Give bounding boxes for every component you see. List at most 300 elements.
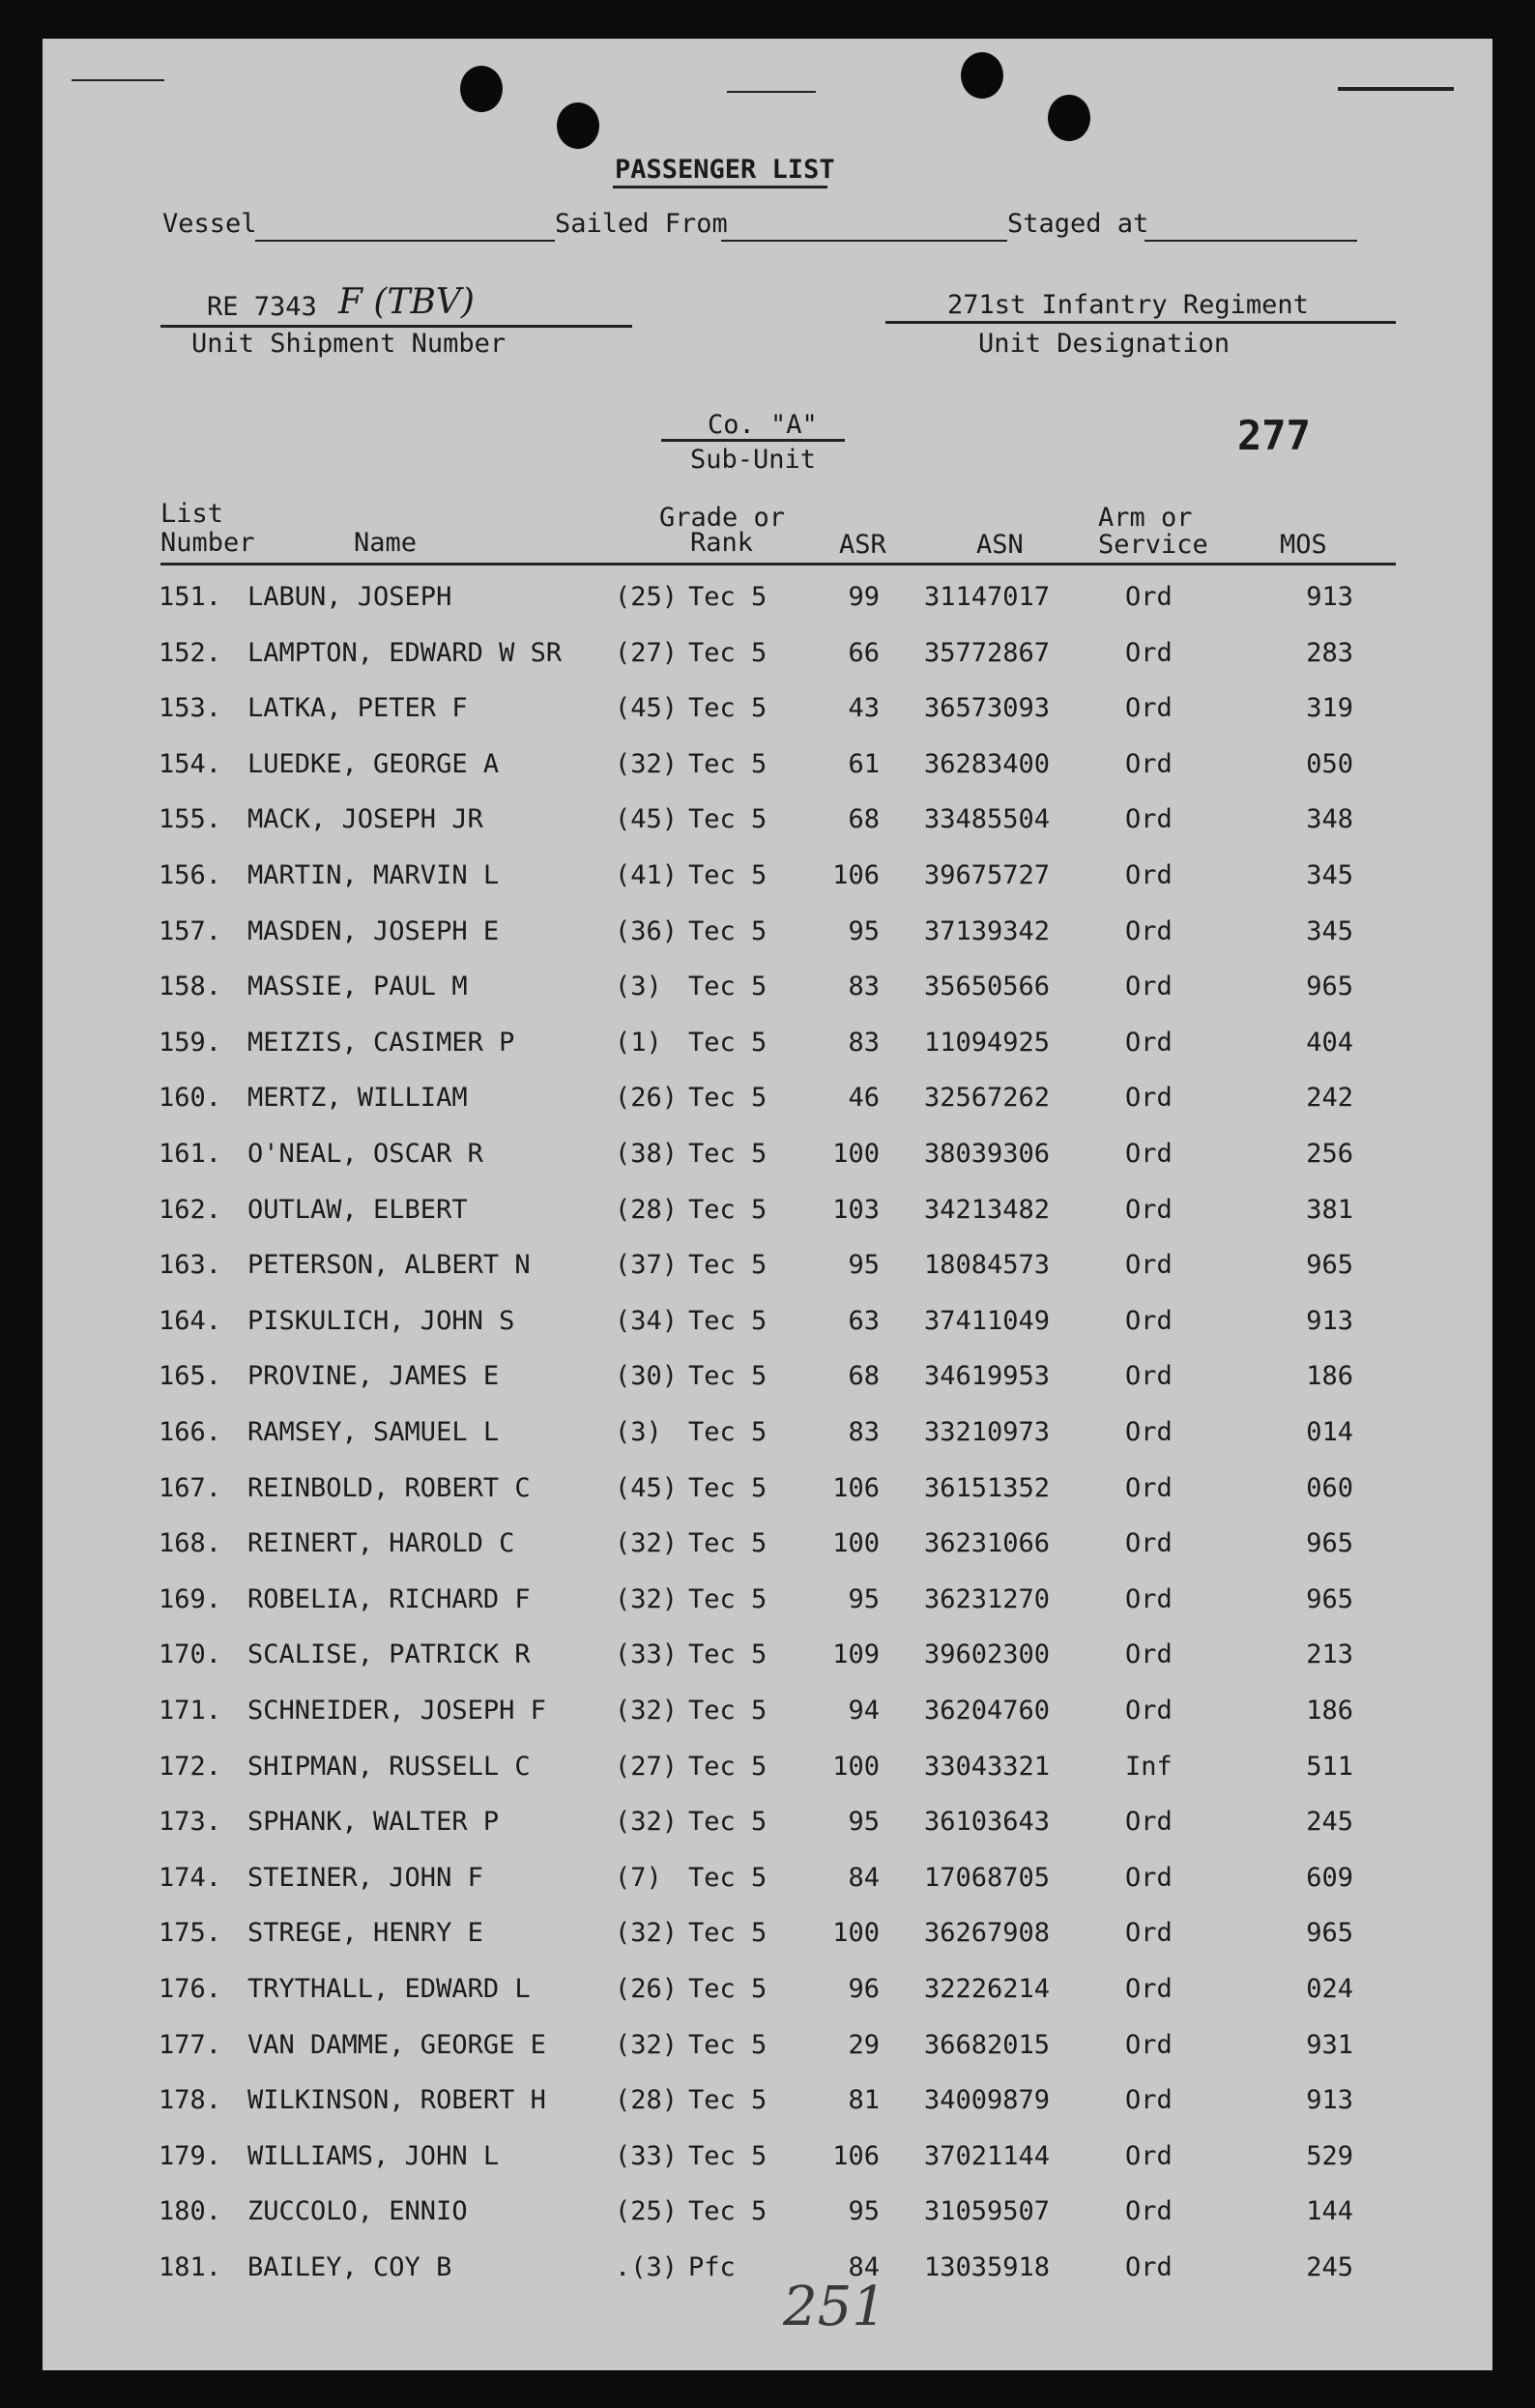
row-list-number: 172.	[159, 1751, 222, 1782]
row-name: MARTIN, MARVIN L	[247, 860, 500, 890]
row-grade: Tec 5	[688, 748, 768, 779]
table-row	[43, 2141, 1492, 2195]
row-asn: 36204760	[924, 1696, 1051, 1726]
sub-unit: Co. "A"	[708, 410, 818, 440]
row-list-number: 178.	[159, 2085, 222, 2116]
row-asn: 32226214	[924, 1974, 1051, 2004]
row-asn: 36573093	[924, 693, 1051, 724]
table-row	[43, 1974, 1492, 2028]
unit-shipment-label: Unit Shipment Number	[191, 329, 507, 359]
row-name: LABUN, JOSEPH	[247, 582, 452, 612]
sailed-from-blank	[721, 240, 1007, 242]
row-list-number: 166.	[159, 1417, 222, 1447]
row-grade: Tec 5	[688, 1528, 768, 1559]
row-name: PISKULICH, JOHN S	[247, 1305, 515, 1336]
row-list-number: 163.	[159, 1250, 222, 1281]
row-asr: 94	[848, 1696, 880, 1726]
row-grade: Tec 5	[688, 804, 768, 835]
row-list-number: 153.	[159, 693, 222, 724]
row-arm-service: Ord	[1125, 972, 1173, 1002]
row-arm-service: Ord	[1125, 1918, 1173, 1949]
row-group: (3)	[615, 972, 662, 1002]
row-grade: Tec 5	[688, 1807, 768, 1838]
table-row	[43, 1639, 1492, 1694]
header-mos: MOS	[1280, 530, 1327, 560]
row-list-number: 177.	[159, 2029, 222, 2060]
row-arm-service: Ord	[1125, 915, 1173, 946]
row-group: (38)	[615, 1139, 679, 1169]
page-number: 277	[1237, 412, 1311, 459]
table-row	[43, 693, 1492, 747]
table-row	[43, 916, 1492, 971]
row-name: WILLIAMS, JOHN L	[247, 2140, 500, 2171]
row-asr: 100	[832, 1528, 880, 1559]
row-group: (32)	[615, 1583, 679, 1614]
row-group: (25)	[615, 2196, 679, 2227]
row-asn: 36151352	[924, 1472, 1051, 1503]
row-mos: 348	[1306, 804, 1353, 835]
document-title: PASSENGER LIST	[615, 155, 835, 185]
row-asn: 39675727	[924, 860, 1051, 890]
row-grade: Tec 5	[688, 582, 768, 612]
row-arm-service: Ord	[1125, 637, 1173, 668]
table-row	[43, 1195, 1492, 1249]
row-group: (3)	[615, 1417, 662, 1447]
row-mos: 381	[1306, 1194, 1353, 1225]
table-row	[43, 1752, 1492, 1806]
row-name: LAMPTON, EDWARD W SR	[247, 637, 563, 668]
row-asr: 109	[832, 1639, 880, 1670]
row-group: (32)	[615, 2029, 679, 2060]
row-arm-service: Ord	[1125, 2085, 1173, 2116]
handwritten-number: 251	[783, 2276, 886, 2338]
row-asr: 95	[848, 1250, 880, 1281]
row-asr: 95	[848, 1807, 880, 1838]
row-group: (28)	[615, 1194, 679, 1225]
row-list-number: 170.	[159, 1639, 222, 1670]
header-asn: ASN	[976, 530, 1024, 560]
row-mos: 913	[1306, 582, 1353, 612]
row-name: MASSIE, PAUL M	[247, 972, 468, 1002]
row-asn: 34619953	[924, 1361, 1051, 1392]
unit-shipment-handwriting: F (TBV)	[338, 282, 475, 322]
row-name: PROVINE, JAMES E	[247, 1361, 500, 1392]
row-asr: 99	[848, 582, 880, 612]
header-name: Name	[354, 528, 418, 558]
row-arm-service: Ord	[1125, 2196, 1173, 2227]
row-mos: 242	[1306, 1083, 1353, 1114]
row-name: SPHANK, WALTER P	[247, 1807, 500, 1838]
row-grade: Tec 5	[688, 972, 768, 1002]
row-mos: 965	[1306, 1528, 1353, 1559]
row-asn: 37021144	[924, 2140, 1051, 2171]
row-mos: 913	[1306, 1305, 1353, 1336]
row-grade: Tec 5	[688, 1639, 768, 1670]
staged-at-blank	[1144, 240, 1357, 242]
table-row	[43, 1417, 1492, 1471]
table-row	[43, 1083, 1492, 1137]
row-list-number: 159.	[159, 1027, 222, 1058]
row-asn: 13035918	[924, 2252, 1051, 2282]
row-arm-service: Ord	[1125, 1139, 1173, 1169]
row-grade: Tec 5	[688, 1305, 768, 1336]
row-name: VAN DAMME, GEORGE E	[247, 2029, 546, 2060]
title-underline	[613, 186, 827, 189]
row-grade: Tec 5	[688, 2196, 768, 2227]
row-name: ZUCCOLO, ENNIO	[247, 2196, 468, 2227]
row-asn: 37411049	[924, 1305, 1051, 1336]
row-asn: 32567262	[924, 1083, 1051, 1114]
row-grade: Tec 5	[688, 1751, 768, 1782]
row-asn: 35650566	[924, 972, 1051, 1002]
row-asr: 29	[848, 2029, 880, 2060]
row-asr: 68	[848, 804, 880, 835]
table-row	[43, 972, 1492, 1026]
row-asr: 84	[848, 1862, 880, 1893]
staged-at-label: Staged at	[1007, 209, 1149, 239]
row-group: (32)	[615, 748, 679, 779]
sailed-from-label: Sailed From	[555, 209, 728, 239]
row-arm-service: Ord	[1125, 693, 1173, 724]
row-arm-service: Ord	[1125, 1472, 1173, 1503]
row-name: OUTLAW, ELBERT	[247, 1194, 468, 1225]
row-name: WILKINSON, ROBERT H	[247, 2085, 546, 2116]
table-row	[43, 1863, 1492, 1917]
row-group: (33)	[615, 2140, 679, 2171]
row-name: MACK, JOSEPH JR	[247, 804, 483, 835]
row-asn: 36283400	[924, 748, 1051, 779]
row-arm-service: Ord	[1125, 582, 1173, 612]
row-asr: 83	[848, 1417, 880, 1447]
row-arm-service: Ord	[1125, 1807, 1173, 1838]
row-mos: 245	[1306, 2252, 1353, 2282]
row-mos: 913	[1306, 2085, 1353, 2116]
row-group: (26)	[615, 1974, 679, 2004]
row-asr: 95	[848, 1583, 880, 1614]
row-grade: Tec 5	[688, 1583, 768, 1614]
row-asn: 39602300	[924, 1639, 1051, 1670]
header-grade-1: Grade or	[659, 503, 786, 533]
row-grade: Tec 5	[688, 2140, 768, 2171]
row-asr: 61	[848, 748, 880, 779]
row-name: REINERT, HAROLD C	[247, 1528, 515, 1559]
unit-designation: 271st Infantry Regiment	[947, 290, 1309, 320]
table-row	[43, 1250, 1492, 1304]
row-group: .(3)	[615, 2252, 679, 2282]
row-grade: Tec 5	[688, 637, 768, 668]
row-list-number: 162.	[159, 1194, 222, 1225]
row-group: (45)	[615, 693, 679, 724]
row-mos: 609	[1306, 1862, 1353, 1893]
row-asn: 35772867	[924, 637, 1051, 668]
row-group: (28)	[615, 2085, 679, 2116]
row-asn: 33210973	[924, 1417, 1051, 1447]
row-grade: Tec 5	[688, 1472, 768, 1503]
row-list-number: 180.	[159, 2196, 222, 2227]
row-group: (26)	[615, 1083, 679, 1114]
row-arm-service: Inf	[1125, 1751, 1173, 1782]
row-group: (27)	[615, 637, 679, 668]
row-name: BAILEY, COY B	[247, 2252, 452, 2282]
row-list-number: 154.	[159, 748, 222, 779]
row-grade: Tec 5	[688, 2085, 768, 2116]
table-row	[43, 1528, 1492, 1582]
row-mos: 186	[1306, 1361, 1353, 1392]
table-row	[43, 1361, 1492, 1415]
row-asr: 63	[848, 1305, 880, 1336]
table-row	[43, 860, 1492, 914]
row-list-number: 165.	[159, 1361, 222, 1392]
row-name: MERTZ, WILLIAM	[247, 1083, 468, 1114]
punch-hole	[1048, 95, 1090, 141]
row-asr: 106	[832, 2140, 880, 2171]
row-name: SHIPMAN, RUSSELL C	[247, 1751, 531, 1782]
table-row	[43, 1584, 1492, 1639]
row-arm-service: Ord	[1125, 2252, 1173, 2282]
row-name: O'NEAL, OSCAR R	[247, 1139, 483, 1169]
row-arm-service: Ord	[1125, 1696, 1173, 1726]
row-arm-service: Ord	[1125, 1862, 1173, 1893]
row-mos: 529	[1306, 2140, 1353, 2171]
header-arm-1: Arm or	[1098, 503, 1193, 533]
row-group: (34)	[615, 1305, 679, 1336]
row-mos: 965	[1306, 1918, 1353, 1949]
header-rule	[160, 563, 1396, 566]
row-grade: Pfc	[688, 2252, 736, 2282]
row-asn: 17068705	[924, 1862, 1051, 1893]
row-list-number: 179.	[159, 2140, 222, 2171]
row-name: REINBOLD, ROBERT C	[247, 1472, 531, 1503]
row-grade: Tec 5	[688, 1361, 768, 1392]
row-list-number: 164.	[159, 1305, 222, 1336]
row-grade: Tec 5	[688, 1139, 768, 1169]
row-mos: 345	[1306, 915, 1353, 946]
row-list-number: 156.	[159, 860, 222, 890]
row-list-number: 160.	[159, 1083, 222, 1114]
row-asn: 31147017	[924, 582, 1051, 612]
row-arm-service: Ord	[1125, 1361, 1173, 1392]
row-asr: 81	[848, 2085, 880, 2116]
row-arm-service: Ord	[1125, 2029, 1173, 2060]
row-asn: 37139342	[924, 915, 1051, 946]
row-asr: 103	[832, 1194, 880, 1225]
row-asr: 83	[848, 1027, 880, 1058]
row-mos: 213	[1306, 1639, 1353, 1670]
row-asr: 68	[848, 1361, 880, 1392]
table-row	[43, 2085, 1492, 2139]
row-list-number: 158.	[159, 972, 222, 1002]
row-name: MASDEN, JOSEPH E	[247, 915, 500, 946]
row-asr: 46	[848, 1083, 880, 1114]
row-grade: Tec 5	[688, 1862, 768, 1893]
row-list-number: 181.	[159, 2252, 222, 2282]
table-row	[43, 2196, 1492, 2250]
row-asr: 95	[848, 2196, 880, 2227]
row-list-number: 171.	[159, 1696, 222, 1726]
row-asr: 106	[832, 1472, 880, 1503]
row-name: PETERSON, ALBERT N	[247, 1250, 531, 1281]
row-name: ROBELIA, RICHARD F	[247, 1583, 531, 1614]
row-asr: 100	[832, 1139, 880, 1169]
row-group: (25)	[615, 582, 679, 612]
row-grade: Tec 5	[688, 1250, 768, 1281]
document-page	[43, 39, 1492, 2370]
row-asr: 96	[848, 1974, 880, 2004]
unit-shipment-number: RE 7343	[207, 292, 317, 322]
row-mos: 256	[1306, 1139, 1353, 1169]
row-mos: 186	[1306, 1696, 1353, 1726]
vessel-blank	[255, 240, 555, 242]
table-row	[43, 1918, 1492, 1972]
table-row	[43, 749, 1492, 803]
row-list-number: 175.	[159, 1918, 222, 1949]
row-asn: 31059507	[924, 2196, 1051, 2227]
row-name: SCALISE, PATRICK R	[247, 1639, 531, 1670]
row-group: (32)	[615, 1918, 679, 1949]
row-mos: 511	[1306, 1751, 1353, 1782]
row-grade: Tec 5	[688, 1083, 768, 1114]
row-arm-service: Ord	[1125, 1305, 1173, 1336]
row-list-number: 151.	[159, 582, 222, 612]
row-arm-service: Ord	[1125, 1194, 1173, 1225]
row-asn: 18084573	[924, 1250, 1051, 1281]
row-mos: 404	[1306, 1027, 1353, 1058]
row-arm-service: Ord	[1125, 748, 1173, 779]
row-name: SCHNEIDER, JOSEPH F	[247, 1696, 546, 1726]
header-arm-2: Service	[1098, 530, 1208, 560]
row-group: (45)	[615, 804, 679, 835]
row-list-number: 155.	[159, 804, 222, 835]
row-asn: 36682015	[924, 2029, 1051, 2060]
header-grade-2: Rank	[690, 528, 754, 558]
unit-shipment-rule	[160, 325, 632, 328]
table-row	[43, 1696, 1492, 1750]
row-mos: 014	[1306, 1417, 1353, 1447]
row-asr: 43	[848, 693, 880, 724]
row-group: (27)	[615, 1751, 679, 1782]
row-arm-service: Ord	[1125, 2140, 1173, 2171]
row-arm-service: Ord	[1125, 1250, 1173, 1281]
row-asn: 11094925	[924, 1027, 1051, 1058]
table-row	[43, 582, 1492, 636]
row-list-number: 173.	[159, 1807, 222, 1838]
row-name: STREGE, HENRY E	[247, 1918, 483, 1949]
table-row	[43, 1306, 1492, 1360]
row-grade: Tec 5	[688, 1974, 768, 2004]
row-group: (33)	[615, 1639, 679, 1670]
row-group: (30)	[615, 1361, 679, 1392]
row-group: (32)	[615, 1807, 679, 1838]
row-list-number: 169.	[159, 1583, 222, 1614]
row-grade: Tec 5	[688, 915, 768, 946]
row-mos: 345	[1306, 860, 1353, 890]
row-name: STEINER, JOHN F	[247, 1862, 483, 1893]
row-group: (41)	[615, 860, 679, 890]
table-row	[43, 1473, 1492, 1527]
row-asn: 38039306	[924, 1139, 1051, 1169]
punch-hole	[460, 66, 503, 112]
row-asr: 84	[848, 2252, 880, 2282]
row-mos: 060	[1306, 1472, 1353, 1503]
row-name: LUEDKE, GEORGE A	[247, 748, 500, 779]
row-group: (32)	[615, 1696, 679, 1726]
row-asn: 34009879	[924, 2085, 1051, 2116]
row-mos: 931	[1306, 2029, 1353, 2060]
table-row	[43, 804, 1492, 858]
row-asn: 36267908	[924, 1918, 1051, 1949]
row-mos: 283	[1306, 637, 1353, 668]
row-list-number: 176.	[159, 1974, 222, 2004]
row-arm-service: Ord	[1125, 804, 1173, 835]
row-list-number: 168.	[159, 1528, 222, 1559]
row-list-number: 174.	[159, 1862, 222, 1893]
row-group: (37)	[615, 1250, 679, 1281]
top-center-mark	[727, 91, 816, 93]
row-mos: 319	[1306, 693, 1353, 724]
row-mos: 965	[1306, 1250, 1353, 1281]
sub-unit-label: Sub-Unit	[690, 445, 817, 475]
unit-designation-rule	[885, 321, 1396, 324]
row-name: MEIZIS, CASIMER P	[247, 1027, 515, 1058]
table-row	[43, 2030, 1492, 2084]
row-group: (1)	[615, 1027, 662, 1058]
unit-designation-label: Unit Designation	[978, 329, 1231, 359]
row-name: TRYTHALL, EDWARD L	[247, 1974, 531, 2004]
row-name: LATKA, PETER F	[247, 693, 468, 724]
row-grade: Tec 5	[688, 1027, 768, 1058]
row-mos: 050	[1306, 748, 1353, 779]
row-asr: 100	[832, 1918, 880, 1949]
row-mos: 024	[1306, 1974, 1353, 2004]
table-row	[43, 1139, 1492, 1193]
top-right-mark	[1338, 87, 1454, 91]
row-arm-service: Ord	[1125, 1974, 1173, 2004]
row-mos: 144	[1306, 2196, 1353, 2227]
table-row	[43, 1807, 1492, 1861]
punch-hole	[557, 102, 599, 149]
row-asn: 34213482	[924, 1194, 1051, 1225]
vessel-label: Vessel	[162, 209, 257, 239]
row-group: (32)	[615, 1528, 679, 1559]
row-arm-service: Ord	[1125, 1417, 1173, 1447]
row-asn: 36103643	[924, 1807, 1051, 1838]
header-list-number-1: List	[160, 499, 224, 529]
row-group: (45)	[615, 1472, 679, 1503]
header-asr: ASR	[839, 530, 886, 560]
row-group: (7)	[615, 1862, 662, 1893]
row-asr: 100	[832, 1751, 880, 1782]
row-arm-service: Ord	[1125, 1583, 1173, 1614]
row-grade: Tec 5	[688, 860, 768, 890]
row-grade: Tec 5	[688, 1918, 768, 1949]
row-grade: Tec 5	[688, 693, 768, 724]
punch-hole	[961, 52, 1003, 99]
row-asn: 33485504	[924, 804, 1051, 835]
row-list-number: 161.	[159, 1139, 222, 1169]
top-left-mark	[72, 79, 164, 81]
row-list-number: 157.	[159, 915, 222, 946]
row-arm-service: Ord	[1125, 860, 1173, 890]
table-row	[43, 2252, 1492, 2306]
row-list-number: 152.	[159, 637, 222, 668]
row-asn: 36231066	[924, 1528, 1051, 1559]
row-asn: 36231270	[924, 1583, 1051, 1614]
row-arm-service: Ord	[1125, 1528, 1173, 1559]
row-grade: Tec 5	[688, 1417, 768, 1447]
row-mos: 245	[1306, 1807, 1353, 1838]
row-arm-service: Ord	[1125, 1639, 1173, 1670]
row-name: RAMSEY, SAMUEL L	[247, 1417, 500, 1447]
